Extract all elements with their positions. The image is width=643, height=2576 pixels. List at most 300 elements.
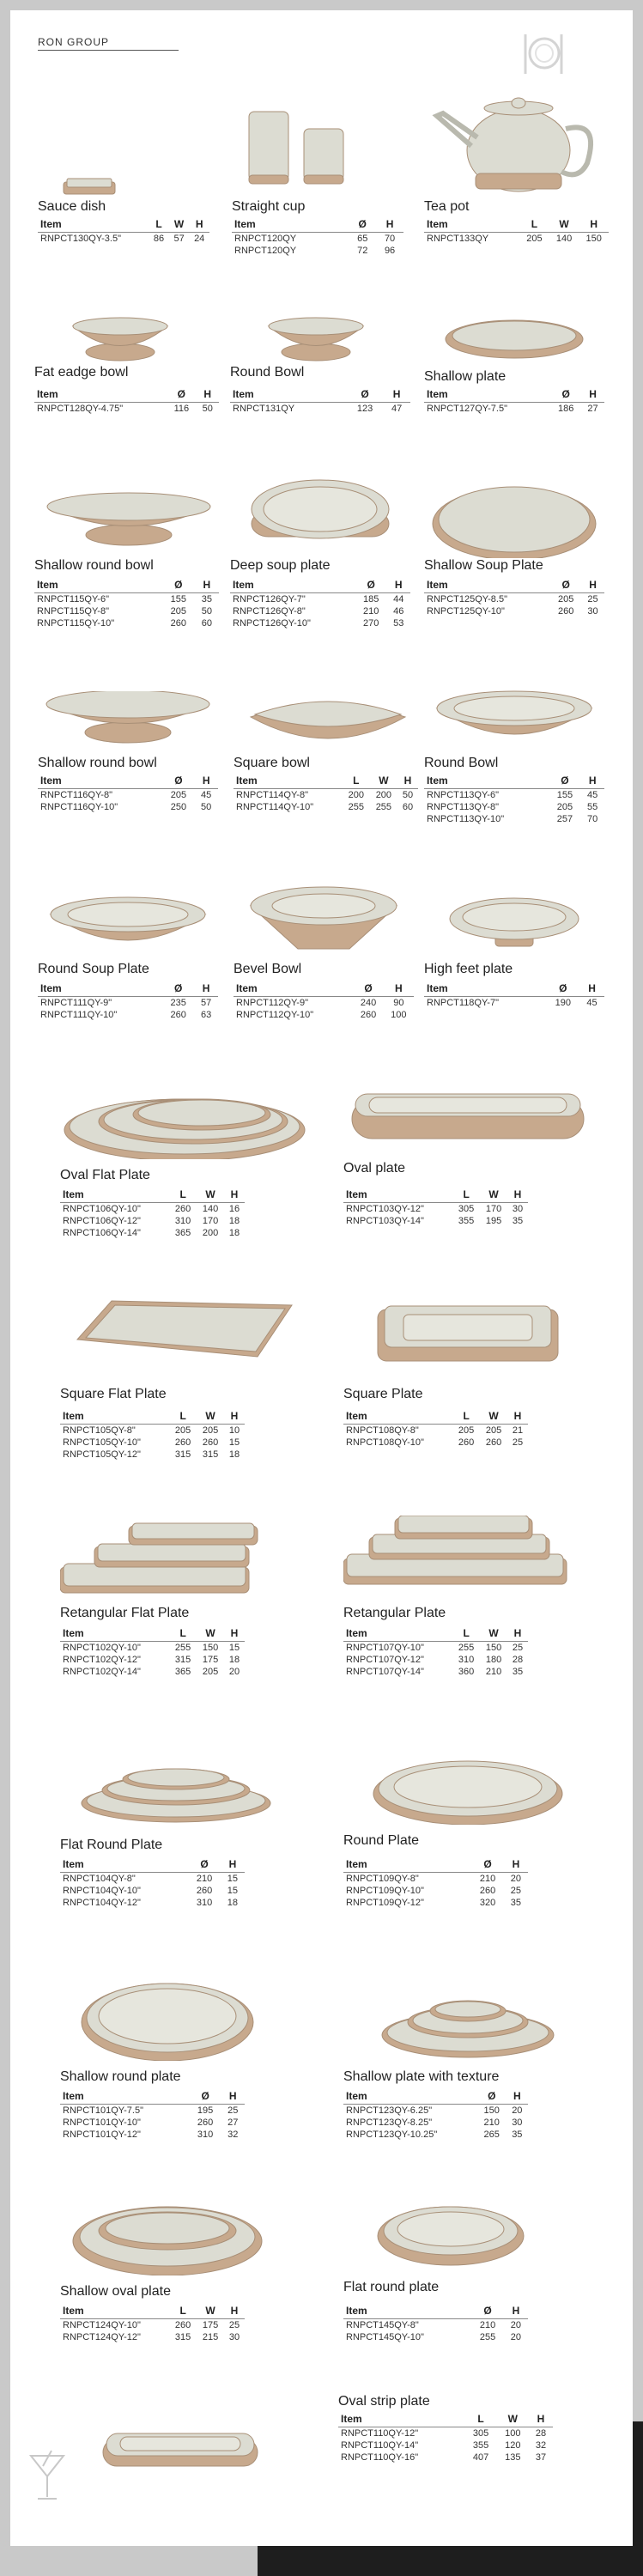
- product-illustration: [60, 1958, 309, 2061]
- dimension-value: 47: [391, 404, 403, 414]
- item-code: RNPCT106QY-10": [63, 1204, 141, 1214]
- item-code: RNPCT112QY-9": [236, 998, 308, 1008]
- dimension-value: 205: [485, 1425, 502, 1436]
- spec-row: [338, 2439, 553, 2451]
- product-illustration: [232, 103, 403, 197]
- product-illustration: [343, 1962, 592, 2061]
- dimension-value: 120: [505, 2440, 521, 2451]
- spec-row: [60, 2117, 245, 2129]
- item-code: RNPCT107QY-12": [346, 1655, 424, 1665]
- product-illustration: [38, 691, 218, 751]
- spec-row: [60, 2331, 245, 2343]
- spec-header: H: [387, 577, 410, 593]
- dimension-value: 28: [512, 1655, 524, 1665]
- item-code: RNPCT131QY: [233, 404, 295, 414]
- item-code: RNPCT107QY-14": [346, 1667, 424, 1677]
- spec-header: L: [149, 216, 169, 233]
- spec-row: [424, 605, 604, 617]
- spec-table: [343, 2303, 528, 2343]
- item-code: RNPCT113QY-6": [427, 790, 499, 800]
- product-name: Sauce dish: [38, 199, 106, 214]
- dimension-value: 25: [228, 2320, 240, 2330]
- spec-header: H: [504, 2303, 528, 2319]
- spec-header: Ø: [549, 773, 581, 789]
- spec-row: [234, 789, 418, 802]
- product-illustration: [34, 477, 223, 554]
- spec-header: L: [169, 2303, 197, 2319]
- spec-header: Ø: [550, 386, 581, 403]
- dimension-value: 18: [228, 1449, 240, 1460]
- spec-row: [34, 605, 219, 617]
- spec-row: [424, 813, 604, 825]
- product-name: Oval Flat Plate: [60, 1168, 150, 1182]
- spec-row: [343, 1654, 528, 1666]
- product-illustration: [60, 2185, 309, 2275]
- spec-header: W: [480, 1408, 507, 1425]
- spec-header: H: [507, 1408, 528, 1425]
- item-code: RNPCT109QY-12": [346, 1898, 424, 1908]
- item-code: RNPCT126QY-7": [233, 594, 306, 605]
- spec-table: [343, 2088, 528, 2141]
- spec-header: Item: [60, 2303, 169, 2319]
- item-code: RNPCT110QY-14": [341, 2440, 419, 2451]
- item-code: RNPCT116QY-8": [40, 790, 112, 800]
- item-code: RNPCT125QY-10": [427, 606, 505, 617]
- product-name: Shallow Soup Plate: [424, 558, 543, 573]
- dimension-value: 260: [170, 1010, 186, 1020]
- product-illustration: [343, 1073, 592, 1151]
- spec-row: [343, 2319, 528, 2332]
- spec-header: H: [221, 2088, 245, 2105]
- item-code: RNPCT102QY-14": [63, 1667, 141, 1677]
- dimension-value: 310: [196, 1898, 213, 1908]
- item-code: RNPCT102QY-10": [63, 1643, 141, 1653]
- dimension-value: 18: [228, 1228, 240, 1238]
- spec-header: W: [197, 2303, 224, 2319]
- product-name: Retangular Flat Plate: [60, 1606, 190, 1620]
- spec-row: [60, 1227, 245, 1239]
- spec-row: [60, 2105, 245, 2117]
- product-name: Oval plate: [343, 1161, 406, 1176]
- dimension-value: 20: [510, 2332, 522, 2342]
- dimension-value: 18: [227, 1898, 239, 1908]
- dimension-value: 210: [485, 1667, 502, 1677]
- product-illustration: [38, 884, 218, 962]
- spec-header: Ø: [471, 1856, 504, 1873]
- spec-header: Item: [232, 216, 349, 233]
- spec-table: [343, 1408, 528, 1449]
- spec-row: [343, 2105, 528, 2117]
- spec-header: W: [169, 216, 190, 233]
- item-code: RNPCT102QY-12": [63, 1655, 141, 1665]
- spec-table: [424, 577, 604, 617]
- dimension-value: 186: [557, 404, 574, 414]
- dimension-value: 315: [174, 1655, 191, 1665]
- spec-table: [38, 216, 209, 245]
- product-name: Round Plate: [343, 1833, 420, 1848]
- spec-header: H: [224, 1625, 245, 1642]
- spec-table: [230, 386, 410, 415]
- product-name: Retangular Plate: [343, 1606, 446, 1620]
- dimension-value: 30: [512, 2117, 523, 2128]
- dimension-value: 270: [363, 618, 379, 629]
- item-code: RNPCT126QY-8": [233, 606, 306, 617]
- spec-header: Item: [60, 1187, 169, 1203]
- dimension-value: 205: [556, 802, 573, 812]
- spec-header: Item: [38, 216, 149, 233]
- dimension-value: 260: [174, 1437, 191, 1448]
- dimension-value: 15: [228, 1643, 240, 1653]
- spec-table: [38, 773, 218, 813]
- spec-table: [60, 2303, 245, 2343]
- dimension-value: 155: [556, 790, 573, 800]
- product-name: Shallow oval plate: [60, 2284, 171, 2299]
- spec-header: L: [452, 1625, 480, 1642]
- spec-row: [60, 1885, 245, 1897]
- product-name: Oval strip plate: [338, 2394, 430, 2409]
- spec-header: Item: [60, 1856, 188, 1873]
- spec-header: L: [452, 1187, 480, 1203]
- product-illustration: [38, 155, 141, 206]
- dimension-value: 305: [458, 1204, 475, 1214]
- item-code: RNPCT105QY-10": [63, 1437, 141, 1448]
- dimension-value: 260: [485, 1437, 502, 1448]
- dimension-value: 21: [512, 1425, 524, 1436]
- dimension-value: 205: [170, 790, 187, 800]
- spec-row: [38, 233, 209, 246]
- spec-table: [234, 773, 418, 813]
- dimension-value: 255: [479, 2332, 496, 2342]
- item-code: RNPCT130QY-3.5": [40, 234, 121, 244]
- dimension-value: 37: [535, 2452, 547, 2463]
- spec-row: [38, 789, 218, 802]
- dimension-value: 260: [197, 2117, 214, 2128]
- dimension-value: 15: [227, 1874, 239, 1884]
- spec-header: H: [581, 386, 604, 403]
- dimension-value: 25: [510, 1886, 522, 1896]
- dimension-value: 53: [393, 618, 404, 629]
- dimension-value: 210: [483, 2117, 500, 2128]
- dimension-value: 50: [202, 404, 213, 414]
- spec-header: Ø: [162, 981, 194, 997]
- spec-header: L: [519, 216, 549, 233]
- spec-header: Item: [38, 981, 162, 997]
- product-illustration: [343, 1739, 592, 1825]
- item-code: RNPCT123QY-10.25": [346, 2129, 438, 2140]
- product-name: Fat eadge bowl: [34, 365, 129, 380]
- spec-row: [60, 2319, 245, 2332]
- spec-header: H: [376, 216, 403, 233]
- spec-row: [338, 2427, 553, 2440]
- spec-row: [343, 1897, 528, 1909]
- spec-header: W: [480, 1187, 507, 1203]
- item-code: RNPCT124QY-10": [63, 2320, 141, 2330]
- spec-row: [60, 1215, 245, 1227]
- dimension-value: 30: [228, 2332, 240, 2342]
- spec-header: Ø: [550, 577, 581, 593]
- dimension-value: 46: [393, 606, 404, 617]
- item-code: RNPCT113QY-10": [427, 814, 505, 824]
- spec-header: Item: [230, 577, 355, 593]
- dimension-value: 175: [202, 1655, 219, 1665]
- spec-table: [424, 773, 604, 825]
- dimension-value: 250: [170, 802, 187, 812]
- product-illustration: [343, 1516, 592, 1597]
- item-code: RNPCT114QY-8": [236, 790, 308, 800]
- dimension-value: 260: [174, 2320, 191, 2330]
- spec-table: [60, 1625, 245, 1678]
- spec-table: [424, 216, 609, 245]
- spec-header: H: [194, 773, 218, 789]
- spec-table: [38, 981, 218, 1021]
- product-illustration: [94, 2421, 266, 2473]
- dimension-value: 35: [201, 594, 212, 605]
- item-code: RNPCT128QY-4.75": [37, 404, 124, 414]
- spec-row: [424, 593, 604, 606]
- product-name: High feet plate: [424, 962, 513, 976]
- dimension-value: 35: [512, 1216, 524, 1226]
- spec-header: L: [169, 1187, 197, 1203]
- spec-header: W: [549, 216, 579, 233]
- product-name: Tea pot: [424, 199, 470, 214]
- dimension-value: 45: [587, 790, 598, 800]
- spec-header: H: [507, 1187, 528, 1203]
- spec-header: W: [197, 1187, 224, 1203]
- spec-row: [232, 233, 403, 246]
- spec-header: Item: [34, 577, 162, 593]
- spec-row: [38, 1009, 218, 1021]
- spec-row: [60, 1449, 245, 1461]
- spec-header: H: [224, 1187, 245, 1203]
- item-code: RNPCT115QY-6": [37, 594, 109, 605]
- dimension-value: 44: [393, 594, 404, 605]
- spec-header: W: [370, 773, 397, 789]
- spec-header: L: [464, 2411, 496, 2427]
- dimension-value: 55: [587, 802, 598, 812]
- dimension-value: 35: [512, 2129, 523, 2140]
- item-code: RNPCT104QY-10": [63, 1886, 141, 1896]
- spec-header: Item: [338, 2411, 464, 2427]
- dimension-value: 355: [472, 2440, 489, 2451]
- item-code: RNPCT109QY-10": [346, 1886, 424, 1896]
- spec-row: [234, 1009, 414, 1021]
- spec-header: Item: [343, 2303, 471, 2319]
- dimension-value: 15: [228, 1437, 240, 1448]
- spec-header: H: [195, 577, 219, 593]
- dimension-value: 170: [485, 1204, 502, 1214]
- dimension-value: 260: [458, 1437, 475, 1448]
- spec-row: [60, 1425, 245, 1437]
- spec-row: [343, 1437, 528, 1449]
- spec-header: Item: [234, 773, 343, 789]
- spec-header: W: [197, 1408, 224, 1425]
- dimension-value: 305: [472, 2428, 489, 2439]
- spec-header: Item: [424, 577, 550, 593]
- dimension-value: 50: [201, 802, 212, 812]
- spec-table: [60, 1856, 245, 1909]
- product-name: Round Bowl: [424, 756, 499, 770]
- item-code: RNPCT106QY-12": [63, 1216, 141, 1226]
- product-illustration: [234, 876, 414, 957]
- product-illustration: [230, 309, 402, 369]
- product-illustration: [234, 683, 422, 756]
- item-code: RNPCT145QY-8": [346, 2320, 419, 2330]
- dimension-value: 365: [174, 1228, 191, 1238]
- product-name: Round Bowl: [230, 365, 305, 380]
- dimension-value: 315: [202, 1449, 219, 1460]
- spec-row: [60, 1897, 245, 1909]
- dimension-value: 65: [357, 234, 368, 244]
- spec-header: W: [197, 1625, 224, 1642]
- spec-table: [232, 216, 403, 257]
- item-code: RNPCT103QY-12": [346, 1204, 424, 1214]
- dimension-value: 205: [174, 1425, 191, 1436]
- spec-row: [338, 2451, 553, 2464]
- product-illustration: [424, 464, 604, 558]
- item-code: RNPCT120QY: [234, 246, 297, 256]
- spec-header: Item: [343, 1187, 452, 1203]
- spec-header: Item: [424, 386, 550, 403]
- spec-row: [34, 593, 219, 606]
- item-code: RNPCT105QY-8": [63, 1425, 136, 1436]
- spec-row: [343, 1425, 528, 1437]
- dimension-value: 190: [555, 998, 571, 1008]
- dimension-value: 260: [170, 618, 186, 629]
- dimension-value: 195: [485, 1216, 502, 1226]
- spec-row: [424, 789, 604, 802]
- spec-row: [343, 2331, 528, 2343]
- item-code: RNPCT112QY-10": [236, 1010, 314, 1020]
- dimension-value: 175: [202, 2320, 219, 2330]
- dimension-value: 70: [587, 814, 598, 824]
- dimension-value: 63: [200, 1010, 212, 1020]
- spec-header: Item: [343, 1408, 452, 1425]
- product-name: Shallow plate with texture: [343, 2069, 500, 2084]
- item-code: RNPCT101QY-7.5": [63, 2105, 143, 2116]
- item-code: RNPCT110QY-12": [341, 2428, 419, 2439]
- product-illustration: [343, 2185, 592, 2267]
- spec-row: [343, 1873, 528, 1886]
- spec-table: [338, 2411, 553, 2464]
- dimension-value: 20: [228, 1667, 240, 1677]
- spec-row: [343, 1642, 528, 1655]
- product-name: Shallow round plate: [60, 2069, 181, 2084]
- dimension-value: 200: [348, 790, 364, 800]
- product-name: Deep soup plate: [230, 558, 331, 573]
- spec-header: Item: [60, 1408, 169, 1425]
- dimension-value: 205: [202, 1667, 219, 1677]
- dimension-value: 140: [555, 234, 573, 244]
- product-name: Shallow round bowl: [38, 756, 157, 770]
- spec-header: H: [384, 981, 414, 997]
- spec-row: [343, 2129, 528, 2141]
- product-name: Shallow round bowl: [34, 558, 154, 573]
- dimension-value: 255: [348, 802, 364, 812]
- spec-header: H: [397, 773, 418, 789]
- dimension-value: 235: [170, 998, 186, 1008]
- item-code: RNPCT113QY-8": [427, 802, 499, 812]
- dimension-value: 25: [512, 1437, 524, 1448]
- dimension-value: 57: [200, 998, 212, 1008]
- product-illustration: [60, 1073, 309, 1159]
- dimension-value: 30: [587, 606, 598, 617]
- spec-row: [60, 2129, 245, 2141]
- spec-header: Ø: [353, 981, 383, 997]
- item-code: RNPCT109QY-8": [346, 1874, 419, 1884]
- dimension-value: 265: [483, 2129, 500, 2140]
- spec-header: Item: [343, 1856, 471, 1873]
- dimension-value: 195: [197, 2105, 214, 2116]
- spec-header: Item: [343, 1625, 452, 1642]
- spec-header: H: [224, 2303, 245, 2319]
- dimension-value: 100: [391, 1010, 407, 1020]
- dimension-value: 180: [485, 1655, 502, 1665]
- product-name: Square bowl: [234, 756, 310, 770]
- dimension-value: 116: [173, 404, 190, 414]
- dimension-value: 205: [202, 1425, 219, 1436]
- spec-row: [424, 403, 604, 416]
- spec-header: H: [579, 216, 609, 233]
- spec-table: [60, 1187, 245, 1239]
- dimension-value: 15: [227, 1886, 239, 1896]
- dimension-value: 260: [479, 1886, 496, 1896]
- spec-row: [34, 403, 219, 416]
- dimension-value: 24: [194, 234, 205, 244]
- spec-header: Ø: [347, 386, 383, 403]
- spec-table: [60, 1408, 245, 1461]
- dimension-value: 360: [458, 1667, 475, 1677]
- dimension-value: 205: [170, 606, 186, 617]
- spec-row: [60, 1654, 245, 1666]
- dimension-value: 260: [202, 1437, 219, 1448]
- dimension-value: 320: [479, 1898, 496, 1908]
- dimension-value: 50: [402, 790, 414, 800]
- dimension-value: 35: [510, 1898, 522, 1908]
- item-code: RNPCT125QY-8.5": [427, 594, 507, 605]
- dimension-value: 57: [173, 234, 185, 244]
- dimension-value: 70: [384, 234, 396, 244]
- spec-header: H: [383, 386, 410, 403]
- dimension-value: 260: [174, 1204, 191, 1214]
- dimension-value: 27: [587, 404, 598, 414]
- product-illustration: [424, 77, 613, 197]
- spec-row: [343, 1885, 528, 1897]
- item-code: RNPCT104QY-8": [63, 1874, 136, 1884]
- spec-header: Ø: [477, 2088, 507, 2105]
- product-illustration: [424, 872, 604, 953]
- product-name: Flat round plate: [343, 2280, 440, 2294]
- dimension-value: 310: [174, 1216, 191, 1226]
- item-code: RNPCT108QY-8": [346, 1425, 419, 1436]
- dimension-value: 32: [535, 2440, 547, 2451]
- dimension-value: 90: [393, 998, 404, 1008]
- item-code: RNPCT101QY-10": [63, 2117, 141, 2128]
- dimension-value: 155: [170, 594, 186, 605]
- dimension-value: 150: [485, 1643, 502, 1653]
- item-code: RNPCT116QY-10": [40, 802, 118, 812]
- dimension-value: 20: [510, 1874, 522, 1884]
- plate-cutlery-icon: [515, 29, 567, 81]
- spec-header: H: [221, 1856, 245, 1873]
- spec-row: [343, 1215, 528, 1227]
- product-illustration: [230, 468, 410, 554]
- spec-header: Ø: [162, 577, 195, 593]
- dimension-value: 210: [196, 1874, 213, 1884]
- dimension-value: 27: [227, 2117, 239, 2128]
- spec-row: [60, 1873, 245, 1886]
- product-illustration: [424, 683, 604, 756]
- spec-header: Ø: [547, 981, 580, 997]
